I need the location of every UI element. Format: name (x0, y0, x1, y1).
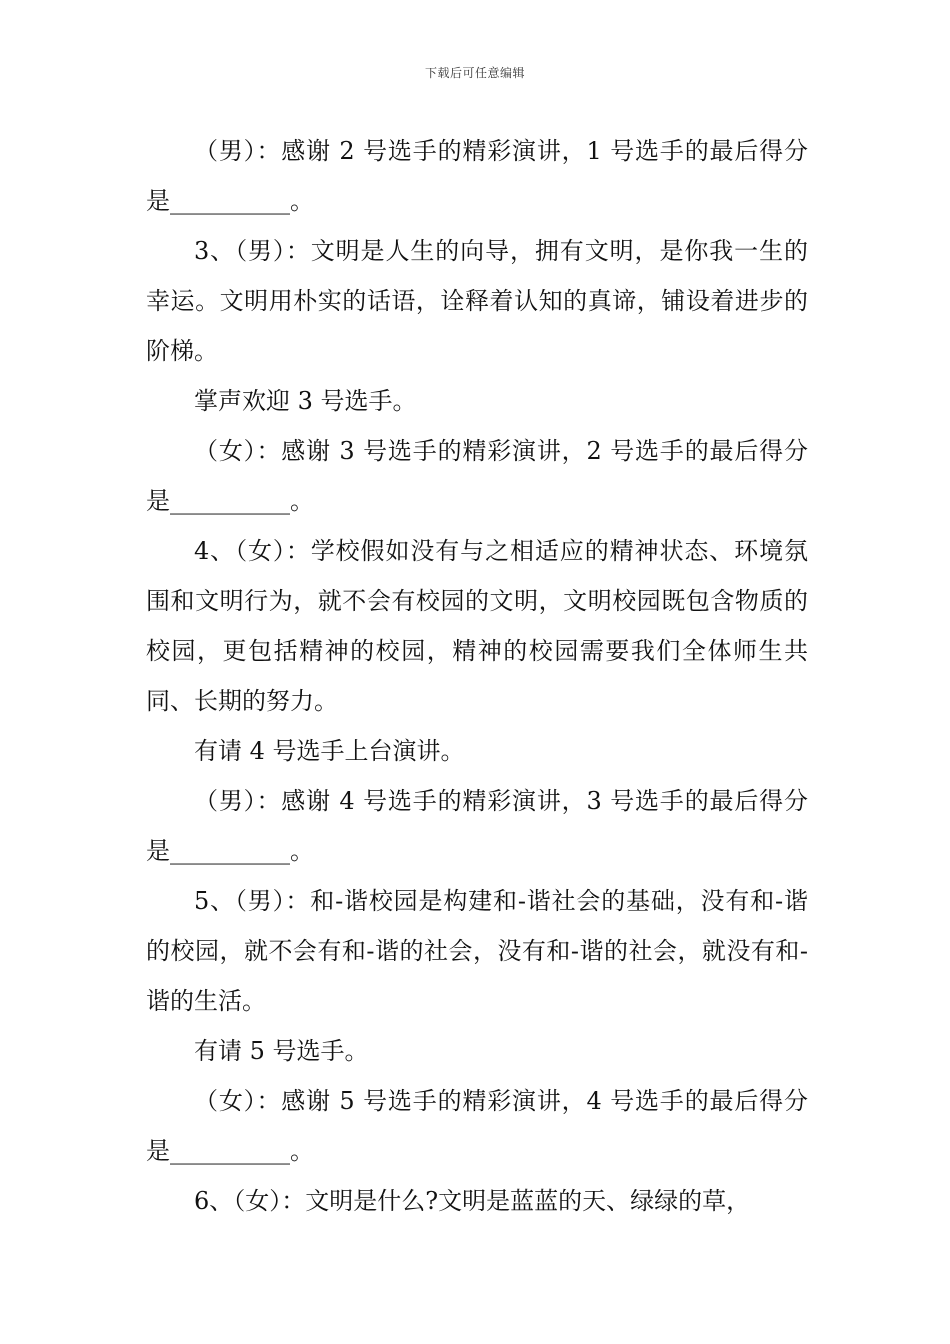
paragraph-5: 4、（女）：学校假如没有与之相适应的精神状态、环境氛围和文明行为，就不会有校园的文明，文明校园既包含物质的校园，更包括精神的校园，精神的校园需要我们全体师生共同、长期的努力。 (146, 537, 808, 715)
paragraph-6: 有请 4 号选手上台演讲。 (194, 737, 465, 765)
page-header: 下载后可任意编辑 (424, 66, 525, 80)
paragraph-1: （男）：感谢 2 号选手的精彩演讲，1 号选手的最后得分是__________。 (146, 137, 808, 215)
paragraph-8: 5、（男）：和-谐校园是构建和-谐社会的基础，没有和-谐的校园，就不会有和-谐的社会，没有和-谐的社会，就没有和-谐的生活。 (146, 887, 808, 1015)
paragraph-9: 有请 5 号选手。 (194, 1037, 369, 1065)
paragraph-11: 6、（女）：文明是什么?文明是蓝蓝的天、绿绿的草， (194, 1187, 751, 1215)
paragraph-7: （男）：感谢 4 号选手的精彩演讲，3 号选手的最后得分是__________。 (146, 787, 808, 865)
paragraph-3: 掌声欢迎 3 号选手。 (194, 387, 417, 415)
document-body (146, 126, 808, 1226)
paragraph-10: （女）：感谢 5 号选手的精彩演讲，4 号选手的最后得分是__________。 (146, 1087, 808, 1165)
paragraph-4: （女）：感谢 3 号选手的精彩演讲，2 号选手的最后得分是__________。 (146, 437, 808, 515)
paragraph-2: 3、（男）：文明是人生的向导，拥有文明，是你我一生的幸运。文明用朴实的话语，诠释着认知的真谛，铺设着进步的阶梯。 (146, 237, 808, 365)
